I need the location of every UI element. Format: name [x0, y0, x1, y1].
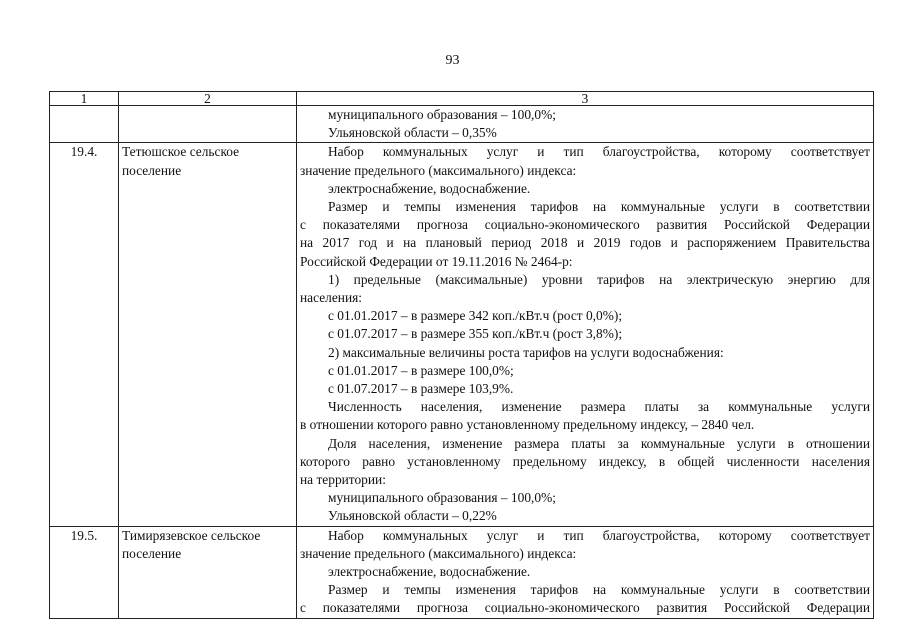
text-line: значение предельного (максимального) индекса:	[300, 162, 577, 178]
text-line: с 01.07.2017 – в размере 355 коп./кВт.ч (рост 3,8%);	[328, 326, 623, 342]
text-line: которого равно установленному предельному индексу, в общей численности населения	[300, 453, 870, 469]
header-col-1: 1	[50, 92, 119, 106]
text-line: Ульяновской области – 0,22%	[328, 508, 497, 524]
text-line: с 01.01.2017 – в размере 100,0%;	[328, 362, 514, 378]
text-line: муниципального образования – 100,0%;	[328, 490, 556, 506]
table-row-continuation	[50, 106, 874, 143]
row-description	[297, 526, 874, 618]
text-line: с показателями прогноза социально-экономического развития Российской Федерации	[300, 217, 870, 233]
text-line: электроснабжение, водоснабжение.	[328, 180, 531, 196]
text-line: с 01.07.2017 – в размере 103,9%.	[328, 381, 514, 397]
table-row	[50, 526, 874, 618]
text-line: на территории:	[300, 472, 386, 488]
text-line: населения:	[300, 290, 362, 306]
table-header-row	[50, 92, 874, 106]
text-line: в отношении которого равно установленному предельному индексу, – 2840 чел.	[300, 417, 755, 433]
text-line: на 2017 год и на плановый период 2018 и 2019 годов и распоряжением Правительства	[300, 235, 870, 251]
text-line: Российской Федерации от 19.11.2016 № 2464-р:	[300, 253, 573, 269]
table-row	[50, 143, 874, 526]
text-line: муниципального образования – 100,0%;	[328, 107, 556, 122]
text-line: Набор коммунальных услуг и тип благоустройства, которому соответствует	[328, 144, 870, 160]
header-col-2: 2	[119, 92, 297, 106]
text-line: Ульяновской области – 0,35%	[328, 125, 497, 141]
page-number: 93	[445, 53, 460, 68]
text-line: Размер и темпы изменения тарифов на коммунальные услуги в соответствии	[328, 582, 870, 598]
text-line: Численность населения, изменение размера платы за коммунальные услуги	[328, 399, 870, 415]
text-line: значение предельного (максимального) индекса:	[300, 545, 577, 561]
continuation-text	[297, 106, 874, 143]
tariff-table	[49, 91, 874, 619]
header-col-3: 3	[297, 92, 874, 106]
text-line: 2) максимальные величины роста тарифов на услуги водоснабжения:	[328, 344, 724, 360]
text-line: 1) предельные (максимальные) уровни тарифов на электрическую энергию для	[328, 271, 870, 287]
settlement-name: Тимирязевское сельское поселение	[119, 526, 297, 618]
text-line: с показателями прогноза социально-экономического развития Российской Федерации	[300, 600, 870, 616]
text-line: Доля населения, изменение размера платы за коммунальные услуги в отношении	[328, 435, 870, 451]
text-line: Размер и темпы изменения тарифов на коммунальные услуги в соответствии	[328, 199, 870, 215]
text-line: Набор коммунальных услуг и тип благоустройства, которому соответствует	[328, 527, 870, 543]
row-number: 19.4.	[50, 143, 119, 526]
text-line: электроснабжение, водоснабжение.	[328, 564, 531, 580]
settlement-name: Тетюшское сельское поселение	[119, 143, 297, 526]
text-line: с 01.01.2017 – в размере 342 коп./кВт.ч (рост 0,0%);	[328, 308, 623, 324]
row-description	[297, 143, 874, 526]
row-number: 19.5.	[50, 526, 119, 618]
